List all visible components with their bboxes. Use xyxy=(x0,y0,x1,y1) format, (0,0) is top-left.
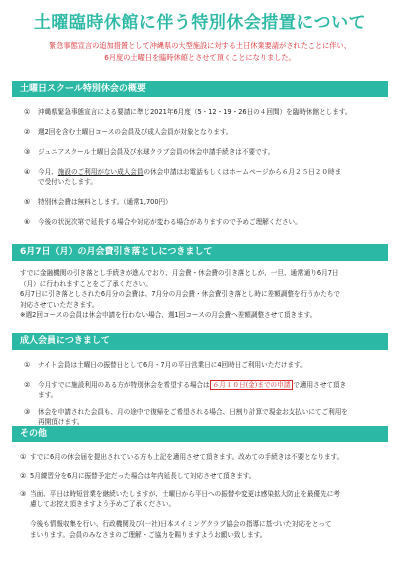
intro-line-1: 緊急事態宣言の追加措置として沖縄県の大型施設に対する土日休業要請がされたことに伴い、 xyxy=(49,41,351,50)
item-text: すでに6月の休会届を提出されている方も上記を適用させて頂きます。改めての手続きは不要となります。 xyxy=(30,453,344,461)
item-text xyxy=(38,167,341,187)
list-item xyxy=(24,127,384,137)
item-text xyxy=(30,489,340,509)
item-text-line: 当面、平日は時短営業を継続いたしますが、土曜日から平日への振替や変更は感染拡大防止を最優先に考 xyxy=(30,490,340,498)
paragraph-line: すでに金融機関の引き落とし手続きが進んでおり、月会費・休会費の引き落としが、一旦、通常通り6月7日 xyxy=(20,269,339,277)
paragraph-line: ※週2回コースの会員は休会申請を行わない場合、週1回コースの月会費へ差額調整させて頂きます。 xyxy=(20,311,317,319)
paragraph-line: まいります。会員のみなさまのご理解・ご協力を賜りますようお願い致します。 xyxy=(30,530,267,539)
item-text: ジュニアスクール土曜日会員及び水球クラブ会員の休会申請手続きは不要です。 xyxy=(38,148,275,156)
item-text-post: の休会申請はお電話もしくはホームページから６月２５日２０時ま xyxy=(143,168,342,176)
item-text: 5月練習分を6月に振替予定だった場合は年内延長して対応させて頂きます。 xyxy=(30,472,256,480)
item-text-pre: 今月、 xyxy=(38,168,58,176)
section-header-fee-debit: 6月7日（月）の月会費引き落としにつきまして xyxy=(12,244,388,261)
closing-paragraph xyxy=(30,519,385,540)
item-text-post: で適用させて頂き xyxy=(293,381,347,389)
list-item xyxy=(24,217,384,227)
section-header-adult-members: 成人会員につきまして xyxy=(12,333,388,350)
section-header-overview: 土曜日スクール特別休会の概要 xyxy=(12,81,388,97)
page-title: 土曜臨時休館に伴う特別休会措置について xyxy=(33,13,367,33)
list-item xyxy=(24,197,384,207)
list-item xyxy=(24,360,384,370)
paragraph-line: 6月7日に引き落としされた6月分の会費は、7月分の月会費・休会費引き落とし時に差額調整を行うかたちで xyxy=(20,290,341,298)
list-item xyxy=(24,380,384,402)
item-text: ナイト会員は土曜日の振替日として6月・7月の平日営業日に4回時日ご利用いただけます。 xyxy=(38,361,307,369)
item-number: ② xyxy=(24,128,31,136)
item-number: ① xyxy=(24,108,31,116)
paragraph-line: （月）に行われますことをご了承ください。 xyxy=(20,279,152,288)
item-number: ⑥ xyxy=(24,218,31,226)
paragraph-line: 今後も情報収集を行い、行政機関及び(一社)日本スイミングクラブ協会の指導に基づいた対応をとって xyxy=(30,520,332,528)
item-number: ① xyxy=(24,361,31,369)
item-text xyxy=(38,407,348,427)
intro-line-2: 6月度の土曜日を臨時休館とさせて頂くことになりました。 xyxy=(104,53,296,62)
highlight-deadline: ６月１０日(金)までの申請 xyxy=(210,380,294,390)
item-text: 特別休会費は無料とします。（通常1,700円） xyxy=(38,198,172,206)
item-text xyxy=(38,380,346,400)
highlight-adult-members: 施設のご利用がない成人会員 xyxy=(57,168,144,176)
list-item xyxy=(24,107,384,117)
item-number: ③ xyxy=(24,148,31,156)
item-number: ② xyxy=(20,472,27,480)
list-item xyxy=(24,147,384,157)
item-number: ③ xyxy=(20,490,27,498)
section-header-other: その他 xyxy=(12,426,388,442)
item-text-cont: で受付いたします。 xyxy=(38,178,97,186)
item-number: ③ xyxy=(24,408,31,416)
item-text-pre: 今月すでに施設利用のある方が特別休会を希望する場合は xyxy=(38,381,210,389)
item-text: 週2回を含む土曜日コースの会員及び成人会員が対象となります。 xyxy=(38,128,233,136)
list-item xyxy=(24,167,384,189)
item-number: ⑤ xyxy=(24,198,31,206)
list-item xyxy=(20,452,385,462)
list-item xyxy=(20,471,385,481)
list-item xyxy=(20,489,385,511)
item-text: 今後の状況次第で延長する場合や対応が変わる場合がありますので予めご理解ください。 xyxy=(38,218,302,226)
item-text-cont: 慮してお控え頂きますよう予めご了承ください。 xyxy=(30,500,176,508)
paragraph-line: 対応させていただきます。 xyxy=(20,300,99,309)
item-number: ① xyxy=(20,453,27,461)
item-number: ② xyxy=(24,381,31,389)
item-number: ④ xyxy=(24,168,31,176)
item-text-cont: ます。 xyxy=(38,391,58,399)
item-text: 沖縄県緊急事態宣言による要請に準じ2021年6月度（5・12・19・26日の４回間）を臨時休館とします。 xyxy=(38,108,352,116)
item-text-line: 休会を申請された会員も、月の途中で復帰をご希望される場合、日割り計算で現金お支払いにてご利用を xyxy=(38,408,348,416)
item-text-cont: 再開頂けます。 xyxy=(38,418,84,426)
fee-debit-paragraph xyxy=(20,268,380,321)
